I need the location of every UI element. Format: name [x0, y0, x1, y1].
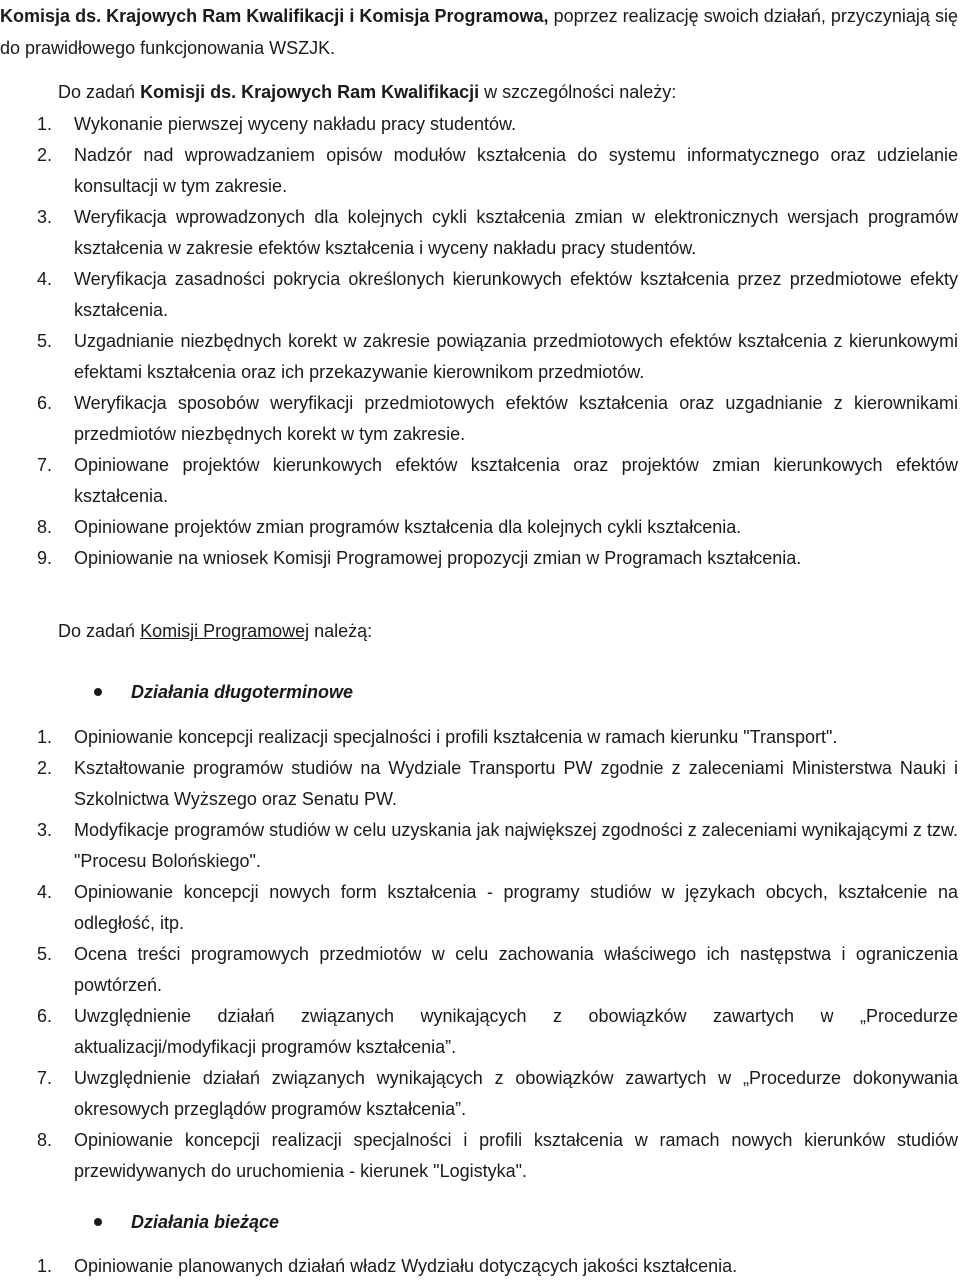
list-item [0, 939, 958, 1001]
item-text: Weryfikacja wprowadzonych dla kolejnych cykli kształcenia zmian w elektronicznych wersjach programów kształcenia w zakresie efektów kształcenia i wyceny nakładu pracy studentów. [74, 207, 958, 258]
item-number: 2. [37, 758, 53, 778]
list-item [0, 1001, 958, 1063]
krk-task-list [0, 109, 958, 574]
list-item [0, 753, 958, 815]
intro-text: poprzez realizację swoich działań, przyczyniają się do prawidłowego funkcjonowania WSZJK. [0, 6, 958, 58]
item-text: Weryfikacja sposobów weryfikacji przedmiotowych efektów kształcenia oraz uzgadnianie z kierownikami przedmiotów niezbędnych korekt w tym zakresie. [74, 393, 958, 444]
item-number: 3. [37, 820, 53, 840]
item-text: Opiniowanie koncepcji realizacji specjalności i profili kształcenia w ramach nowych kierunków studiów przewidywanych do uruchomienia - kierunek "Logistyka". [74, 1130, 958, 1181]
kp-lead [58, 618, 372, 644]
item-text: Uzgadnianie niezbędnych korekt w zakresie powiązania przedmiotowych efektów kształcenia z kierunkowymi efektami kształcenia oraz ich przekazywanie kierownikom przedmiotów. [74, 331, 958, 382]
item-text: Opiniowane projektów zmian programów kształcenia dla kolejnych cykli kształcenia. [74, 517, 742, 537]
item-text: Opiniowanie koncepcji nowych form kształcenia - programy studiów w językach obcych, kształcenie na odległość, itp. [74, 882, 958, 933]
item-text: Nadzór nad wprowadzaniem opisów modułów kształcenia do systemu informatycznego oraz udzielanie konsultacji w tym zakresie. [74, 145, 958, 196]
current-heading-label: Działania bieżące [131, 1212, 280, 1232]
list-item [0, 326, 958, 388]
item-number: 9. [37, 548, 53, 568]
list-item [0, 815, 958, 877]
item-number: 4. [37, 269, 53, 289]
list-item [0, 1063, 958, 1125]
krk-lead-pre: Do zadań [58, 82, 141, 102]
item-text: Ocena treści programowych przedmiotów w celu zachowania właściwego ich następstwa i ograniczenia powtórzeń. [74, 944, 958, 995]
item-text: Wykonanie pierwszej wyceny nakładu pracy studentów. [74, 114, 517, 134]
kp-lead-post: należą: [309, 621, 373, 641]
item-number: 1. [37, 1256, 53, 1276]
krk-lead-post: w szczególności należy: [479, 82, 677, 102]
long-term-list [0, 722, 958, 1187]
item-number: 2. [37, 145, 53, 165]
list-item [0, 1251, 958, 1282]
kp-lead-underlined: Komisji Programowej [140, 621, 310, 641]
item-number: 7. [37, 455, 53, 475]
list-item [0, 264, 958, 326]
list-item [0, 543, 958, 574]
list-item [0, 1125, 958, 1187]
item-text: Opiniowane projektów kierunkowych efektów kształcenia oraz projektów zmian kierunkowych efektów kształcenia. [74, 455, 958, 506]
list-item [0, 140, 958, 202]
item-number: 6. [37, 1006, 53, 1026]
list-item [0, 877, 958, 939]
item-text: Kształtowanie programów studiów na Wydziale Transportu PW zgodnie z zaleceniami Ministerstwa Nauki i Szkolnictwa Wyższego oraz Senatu PW. [74, 758, 958, 809]
krk-lead [58, 79, 676, 105]
krk-lead-bold: Komisji ds. Krajowych Ram Kwalifikacji [140, 82, 480, 102]
list-item [0, 722, 958, 753]
item-number: 1. [37, 727, 53, 747]
item-text: Modyfikacje programów studiów w celu uzyskania jak największej zgodności z zaleceniami wynikającymi z tzw. "Procesu Bolońskiego". [74, 820, 958, 871]
bullet-icon [94, 1218, 102, 1226]
list-item [0, 388, 958, 450]
list-item [0, 450, 958, 512]
intro-paragraph [0, 0, 958, 64]
item-text: Opiniowanie planowanych działań władz Wydziału dotyczących jakości kształcenia. [74, 1256, 738, 1276]
item-number: 5. [37, 331, 53, 351]
item-number: 3. [37, 207, 53, 227]
list-item [0, 202, 958, 264]
item-text: Weryfikacja zasadności pokrycia określonych kierunkowych efektów kształcenia przez przedmiotowe efekty kształcenia. [74, 269, 958, 320]
item-number: 1. [37, 114, 53, 134]
intro-bold: Komisja ds. Krajowych Ram Kwalifikacji i Komisja Programowa, [0, 6, 549, 26]
item-text: Uwzględnienie działań związanych wynikających z obowiązków zawartych w „Procedurze dokonywania okresowych przeglądów programów kształcenia”. [74, 1068, 958, 1119]
item-text: Uwzględnienie działań związanych wynikających z obowiązków zawartych w „Procedurze aktualizacji/modyfikacji programów kształcenia”. [74, 1006, 958, 1057]
list-item [0, 512, 958, 543]
kp-lead-pre: Do zadań [58, 621, 141, 641]
item-number: 5. [37, 944, 53, 964]
bullet-icon [94, 688, 102, 696]
item-text: Opiniowanie na wniosek Komisji Programowej propozycji zmian w Programach kształcenia. [74, 548, 802, 568]
item-number: 8. [37, 517, 53, 537]
current-list [0, 1251, 958, 1282]
item-number: 4. [37, 882, 53, 902]
item-text: Opiniowanie koncepcji realizacji specjalności i profili kształcenia w ramach kierunku "Transport". [74, 727, 838, 747]
item-number: 6. [37, 393, 53, 413]
item-number: 8. [37, 1130, 53, 1150]
item-number: 7. [37, 1068, 53, 1088]
list-item [0, 109, 958, 140]
long-term-heading-label: Działania długoterminowe [131, 682, 354, 702]
